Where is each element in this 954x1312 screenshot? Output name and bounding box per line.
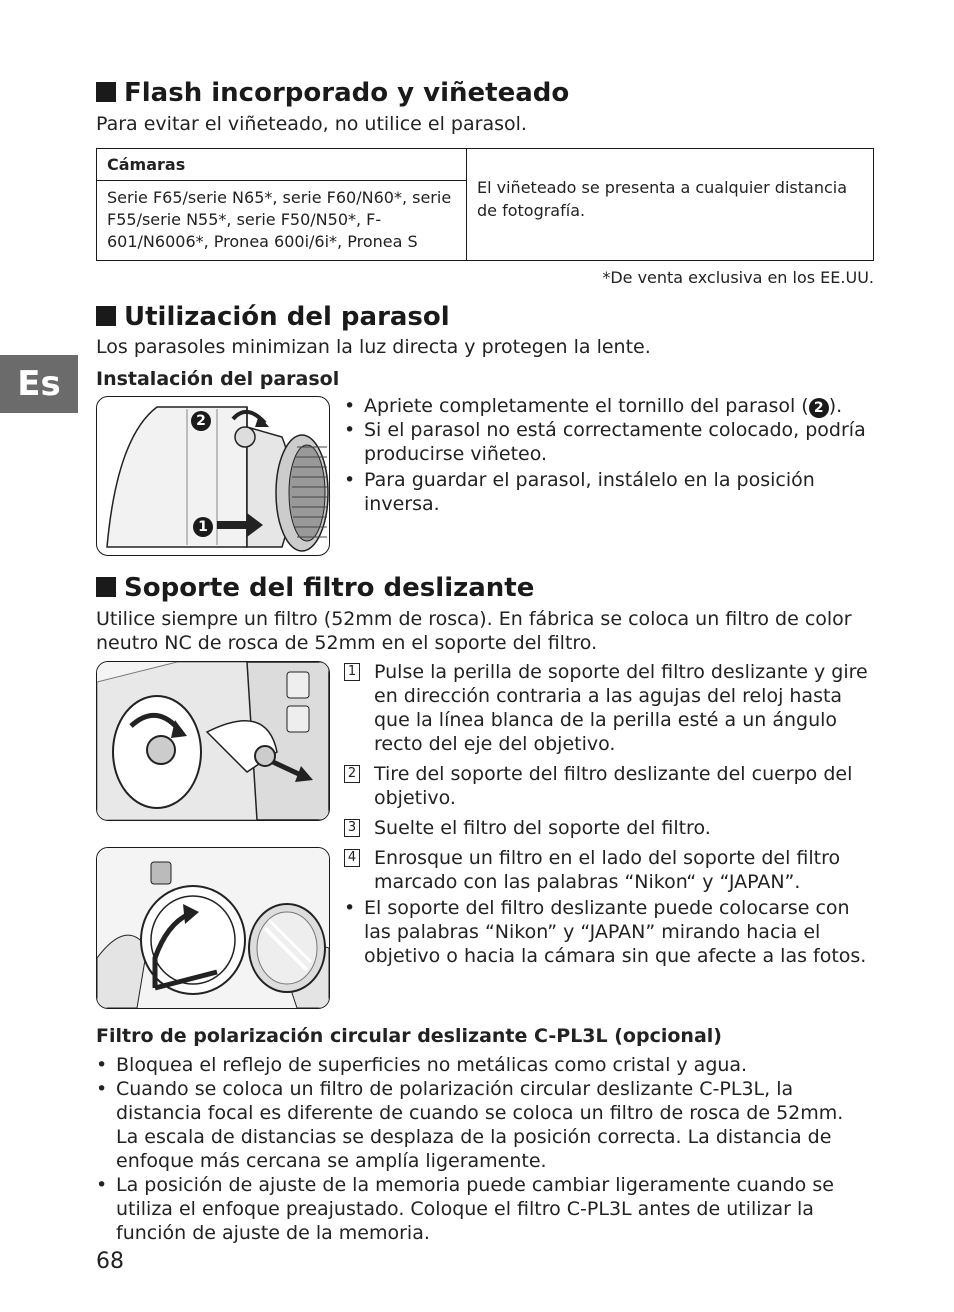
section-title-flash: Flash incorporado y viñeteado <box>96 78 569 108</box>
list-item: • Bloquea el reflejo de superficies no metálicas como cristal y agua. <box>96 1054 748 1076</box>
list-item: 3 Suelte el filtro del soporte del filtro. <box>344 816 876 840</box>
parasol-bullets <box>344 394 874 516</box>
step-marker-1: 1 <box>193 517 213 537</box>
filter-intro: Utilice siempre un filtro (52mm de rosca). En fábrica se coloca un filtro de color neutro NC de rosca de 52mm en el soporte del filtro. <box>96 608 852 654</box>
list-item: • Si el parasol no está correctamente colocado, podría producirse viñeteo. <box>344 419 866 465</box>
list-item: • Apriete completamente el tornillo del parasol ( 2 ). <box>344 395 843 417</box>
filter-removal-drawing <box>97 848 329 1008</box>
section-title-filter: Soporte del filtro deslizante <box>96 573 534 603</box>
table-header: Cámaras <box>97 149 467 181</box>
list-item: 4 Enrosque un filtro en el lado del soporte del filtro marcado con las palabras “Nikon“ y “JAPAN”. <box>344 846 876 894</box>
parasol-intro: Los parasoles minimizan la luz directa y protegen la lente. <box>96 336 651 358</box>
square-bullet-icon <box>96 82 116 102</box>
parasol-subtitle: Instalación del parasol <box>96 368 340 390</box>
lens-hood-drawing <box>97 397 329 555</box>
filter-knob-drawing <box>97 662 329 820</box>
language-tab: Es <box>0 355 78 413</box>
list-item: • La posición de ajuste de la memoria puede cambiar ligeramente cuando se utiliza el enfoque preajustado. Coloque el filtro C-PL3L antes de utilizar la función de ajuste de la memoria. <box>96 1174 834 1244</box>
lens-hood-illustration <box>96 396 330 556</box>
filter-bullet <box>344 896 874 968</box>
filter-steps <box>344 660 876 894</box>
list-item: • Para guardar el parasol, instálelo en la posición inversa. <box>344 469 815 515</box>
square-bullet-icon <box>96 306 116 326</box>
step-marker-inline: 2 <box>809 398 829 418</box>
list-item: 2 Tire del soporte del filtro deslizante del cuerpo del objetivo. <box>344 762 876 810</box>
list-item: • Cuando se coloca un filtro de polarización circular deslizante C-PL3L, la distancia focal es diferente de cuando se coloca un filtro de rosca de 52mm. La escala de distancias se desplaza de la posición correcta. La distancia de enfoque más cercana se amplía ligeramente. <box>96 1078 844 1172</box>
step-marker-2: 2 <box>191 411 211 431</box>
page-number: 68 <box>96 1249 124 1274</box>
filter-knob-illustration <box>96 661 330 821</box>
camera-table <box>96 148 874 261</box>
table-cameras: Serie F65/serie N65*, serie F60/N60*, serie F55/serie N55*, serie F50/N50*, F-601/N6006*, Pronea 600i/6i*, Pronea S <box>97 181 467 261</box>
footnote: *De venta exclusiva en los EE.UU. <box>602 268 874 287</box>
polarizer-subtitle: Filtro de polarización circular deslizante C-PL3L (opcional) <box>96 1025 722 1047</box>
section-title-parasol: Utilización del parasol <box>96 302 450 332</box>
polarizer-bullets <box>96 1053 856 1245</box>
filter-removal-illustration <box>96 847 330 1009</box>
flash-intro: Para evitar el viñeteado, no utilice el parasol. <box>96 113 527 135</box>
square-bullet-icon <box>96 577 116 597</box>
list-item: 1 Pulse la perilla de soporte del filtro deslizante y gire en dirección contraria a las agujas del reloj hasta que la línea blanca de la perilla esté a un ángulo recto del eje del objetivo. <box>344 660 876 756</box>
table-note: El viñeteado se presenta a cualquier distancia de fotografía. <box>467 149 874 261</box>
list-item: • El soporte del filtro deslizante puede colocarse con las palabras “Nikon” y “JAPAN” mirando hacia el objetivo o hacia la cámara sin que afecte a las fotos. <box>344 897 867 967</box>
